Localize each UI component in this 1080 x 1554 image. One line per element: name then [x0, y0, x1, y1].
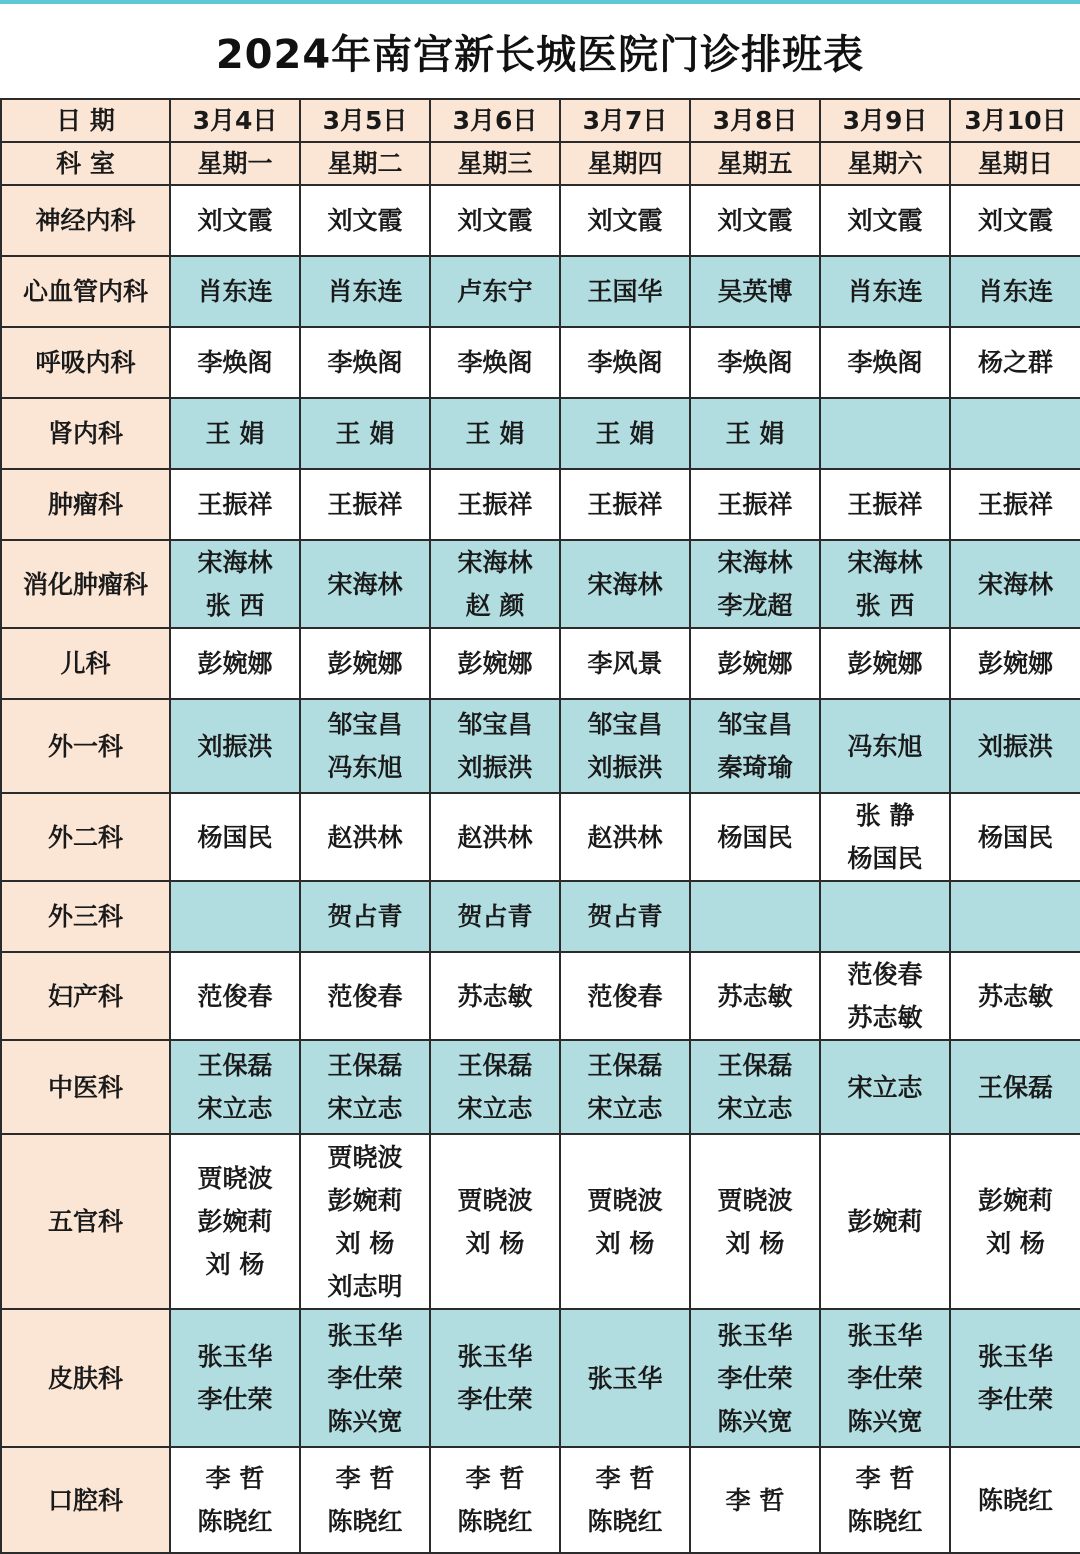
doctor-cell: 赵洪林 [560, 793, 690, 881]
doctor-cell: 张玉华 李仕荣 [170, 1309, 300, 1447]
doctor-cell: 王 娟 [690, 398, 820, 469]
doctor-cell: 张玉华 李仕荣 [950, 1309, 1080, 1447]
doctor-cell: 赵洪林 [300, 793, 430, 881]
doctor-cell: 王 娟 [430, 398, 560, 469]
doctor-cell: 杨国民 [690, 793, 820, 881]
doctor-cell: 刘文霞 [300, 185, 430, 256]
doctor-cell: 邹宝昌 刘振洪 [560, 699, 690, 793]
date-cell: 3月8日 [690, 99, 820, 142]
doctor-cell: 李 哲 陈晓红 [300, 1447, 430, 1553]
department-row [1, 1040, 1080, 1134]
doctor-cell: 彭婉娜 [430, 628, 560, 699]
doctor-cell: 王振祥 [300, 469, 430, 540]
doctor-cell: 宋海林 [560, 540, 690, 628]
department-row [1, 1447, 1080, 1553]
doctor-cell: 杨之群 [950, 327, 1080, 398]
doctor-cell: 王保磊 宋立志 [430, 1040, 560, 1134]
department-name: 神经内科 [1, 185, 170, 256]
doctor-cell: 王保磊 宋立志 [560, 1040, 690, 1134]
doctor-cell: 彭婉娜 [950, 628, 1080, 699]
department-name: 皮肤科 [1, 1309, 170, 1447]
doctor-cell: 李焕阁 [690, 327, 820, 398]
doctor-cell: 邹宝昌 秦琦瑜 [690, 699, 820, 793]
doctor-cell: 王振祥 [430, 469, 560, 540]
doctor-cell: 李 哲 [690, 1447, 820, 1553]
department-row [1, 952, 1080, 1040]
doctor-cell: 贺占青 [560, 881, 690, 952]
department-row [1, 628, 1080, 699]
doctor-cell: 范俊春 [300, 952, 430, 1040]
doctor-cell: 王 娟 [560, 398, 690, 469]
doctor-cell: 赵洪林 [430, 793, 560, 881]
doctor-cell: 刘文霞 [950, 185, 1080, 256]
department-name: 外三科 [1, 881, 170, 952]
doctor-cell: 肖东连 [300, 256, 430, 327]
department-row [1, 398, 1080, 469]
date-cell: 3月7日 [560, 99, 690, 142]
doctor-cell: 范俊春 苏志敏 [820, 952, 950, 1040]
doctor-cell: 李 哲 陈晓红 [170, 1447, 300, 1553]
schedule-table [0, 98, 1080, 1554]
doctor-cell: 冯东旭 [820, 699, 950, 793]
doctor-cell: 王 娟 [300, 398, 430, 469]
department-name: 五官科 [1, 1134, 170, 1309]
department-name: 心血管内科 [1, 256, 170, 327]
doctor-cell: 张玉华 李仕荣 陈兴宽 [300, 1309, 430, 1447]
doctor-cell: 王振祥 [820, 469, 950, 540]
doctor-cell: 贾晓波 刘 杨 [430, 1134, 560, 1309]
doctor-cell: 王保磊 宋立志 [690, 1040, 820, 1134]
doctor-cell: 贾晓波 彭婉莉 刘 杨 刘志明 [300, 1134, 430, 1309]
doctor-cell: 肖东连 [820, 256, 950, 327]
doctor-cell: 宋海林 [950, 540, 1080, 628]
department-name: 儿科 [1, 628, 170, 699]
page-title: 2024年南宫新长城医院门诊排班表 [215, 31, 865, 78]
doctor-cell: 刘振洪 [950, 699, 1080, 793]
doctor-cell: 李焕阁 [430, 327, 560, 398]
weekday-cell: 星期三 [430, 142, 560, 185]
doctor-cell: 王振祥 [560, 469, 690, 540]
doctor-cell: 刘文霞 [560, 185, 690, 256]
department-row [1, 256, 1080, 327]
doctor-cell: 王保磊 宋立志 [300, 1040, 430, 1134]
doctor-cell: 李焕阁 [170, 327, 300, 398]
department-name: 肿瘤科 [1, 469, 170, 540]
department-name: 中医科 [1, 1040, 170, 1134]
date-cell: 3月9日 [820, 99, 950, 142]
department-row [1, 540, 1080, 628]
date-cell: 3月6日 [430, 99, 560, 142]
doctor-cell: 王 娟 [170, 398, 300, 469]
date-cell: 3月5日 [300, 99, 430, 142]
department-name: 消化肿瘤科 [1, 540, 170, 628]
doctor-cell [950, 881, 1080, 952]
doctor-cell: 张玉华 李仕荣 [430, 1309, 560, 1447]
doctor-cell: 王保磊 宋立志 [170, 1040, 300, 1134]
doctor-cell: 刘文霞 [820, 185, 950, 256]
doctor-cell: 贺占青 [430, 881, 560, 952]
doctor-cell: 彭婉莉 [820, 1134, 950, 1309]
doctor-cell: 陈晓红 [950, 1447, 1080, 1553]
department-row [1, 1134, 1080, 1309]
department-name: 外一科 [1, 699, 170, 793]
doctor-cell [690, 881, 820, 952]
doctor-cell: 王国华 [560, 256, 690, 327]
weekday-cell: 星期五 [690, 142, 820, 185]
doctor-cell: 卢东宁 [430, 256, 560, 327]
doctor-cell: 刘文霞 [170, 185, 300, 256]
doctor-cell [950, 398, 1080, 469]
doctor-cell: 王振祥 [690, 469, 820, 540]
doctor-cell: 李 哲 陈晓红 [820, 1447, 950, 1553]
doctor-cell: 贺占青 [300, 881, 430, 952]
doctor-cell: 王振祥 [170, 469, 300, 540]
date-cell: 3月4日 [170, 99, 300, 142]
department-name: 肾内科 [1, 398, 170, 469]
doctor-cell: 张玉华 [560, 1309, 690, 1447]
doctor-cell: 张玉华 李仕荣 陈兴宽 [690, 1309, 820, 1447]
doctor-cell [820, 881, 950, 952]
doctor-cell: 李焕阁 [820, 327, 950, 398]
department-label: 科 室 [1, 142, 170, 185]
weekday-cell: 星期六 [820, 142, 950, 185]
department-name: 呼吸内科 [1, 327, 170, 398]
doctor-cell: 李焕阁 [560, 327, 690, 398]
doctor-cell: 彭婉莉 刘 杨 [950, 1134, 1080, 1309]
doctor-cell: 李 哲 陈晓红 [560, 1447, 690, 1553]
doctor-cell: 邹宝昌 刘振洪 [430, 699, 560, 793]
weekday-cell: 星期一 [170, 142, 300, 185]
doctor-cell: 王振祥 [950, 469, 1080, 540]
doctor-cell: 杨国民 [950, 793, 1080, 881]
doctor-cell: 范俊春 [560, 952, 690, 1040]
doctor-cell: 李焕阁 [300, 327, 430, 398]
doctor-cell: 贾晓波 彭婉莉 刘 杨 [170, 1134, 300, 1309]
department-row [1, 469, 1080, 540]
weekday-header-row [1, 142, 1080, 185]
doctor-cell: 吴英博 [690, 256, 820, 327]
doctor-cell: 苏志敏 [690, 952, 820, 1040]
department-row [1, 327, 1080, 398]
weekday-cell: 星期二 [300, 142, 430, 185]
doctor-cell: 李风景 [560, 628, 690, 699]
department-name: 外二科 [1, 793, 170, 881]
doctor-cell: 彭婉娜 [300, 628, 430, 699]
department-row [1, 793, 1080, 881]
department-row [1, 699, 1080, 793]
doctor-cell: 彭婉娜 [690, 628, 820, 699]
department-name: 妇产科 [1, 952, 170, 1040]
doctor-cell [170, 881, 300, 952]
department-row [1, 1309, 1080, 1447]
doctor-cell: 苏志敏 [950, 952, 1080, 1040]
doctor-cell: 张 静 杨国民 [820, 793, 950, 881]
doctor-cell: 肖东连 [950, 256, 1080, 327]
department-row [1, 185, 1080, 256]
doctor-cell: 宋海林 张 西 [820, 540, 950, 628]
doctor-cell: 宋海林 [300, 540, 430, 628]
doctor-cell: 刘文霞 [430, 185, 560, 256]
doctor-cell: 范俊春 [170, 952, 300, 1040]
doctor-cell: 肖东连 [170, 256, 300, 327]
doctor-cell: 刘振洪 [170, 699, 300, 793]
weekday-cell: 星期四 [560, 142, 690, 185]
doctor-cell: 张玉华 李仕荣 陈兴宽 [820, 1309, 950, 1447]
doctor-cell: 贾晓波 刘 杨 [690, 1134, 820, 1309]
department-row [1, 881, 1080, 952]
date-header-row [1, 99, 1080, 142]
doctor-cell: 宋海林 张 西 [170, 540, 300, 628]
doctor-cell: 杨国民 [170, 793, 300, 881]
doctor-cell: 宋海林 李龙超 [690, 540, 820, 628]
doctor-cell [820, 398, 950, 469]
doctor-cell: 宋立志 [820, 1040, 950, 1134]
doctor-cell: 邹宝昌 冯东旭 [300, 699, 430, 793]
doctor-cell: 宋海林 赵 颜 [430, 540, 560, 628]
department-name: 口腔科 [1, 1447, 170, 1553]
date-cell: 3月10日 [950, 99, 1080, 142]
doctor-cell: 贾晓波 刘 杨 [560, 1134, 690, 1309]
doctor-cell: 李 哲 陈晓红 [430, 1447, 560, 1553]
date-label: 日 期 [1, 99, 170, 142]
weekday-cell: 星期日 [950, 142, 1080, 185]
doctor-cell: 彭婉娜 [820, 628, 950, 699]
doctor-cell: 苏志敏 [430, 952, 560, 1040]
doctor-cell: 刘文霞 [690, 185, 820, 256]
doctor-cell: 王保磊 [950, 1040, 1080, 1134]
doctor-cell: 彭婉娜 [170, 628, 300, 699]
